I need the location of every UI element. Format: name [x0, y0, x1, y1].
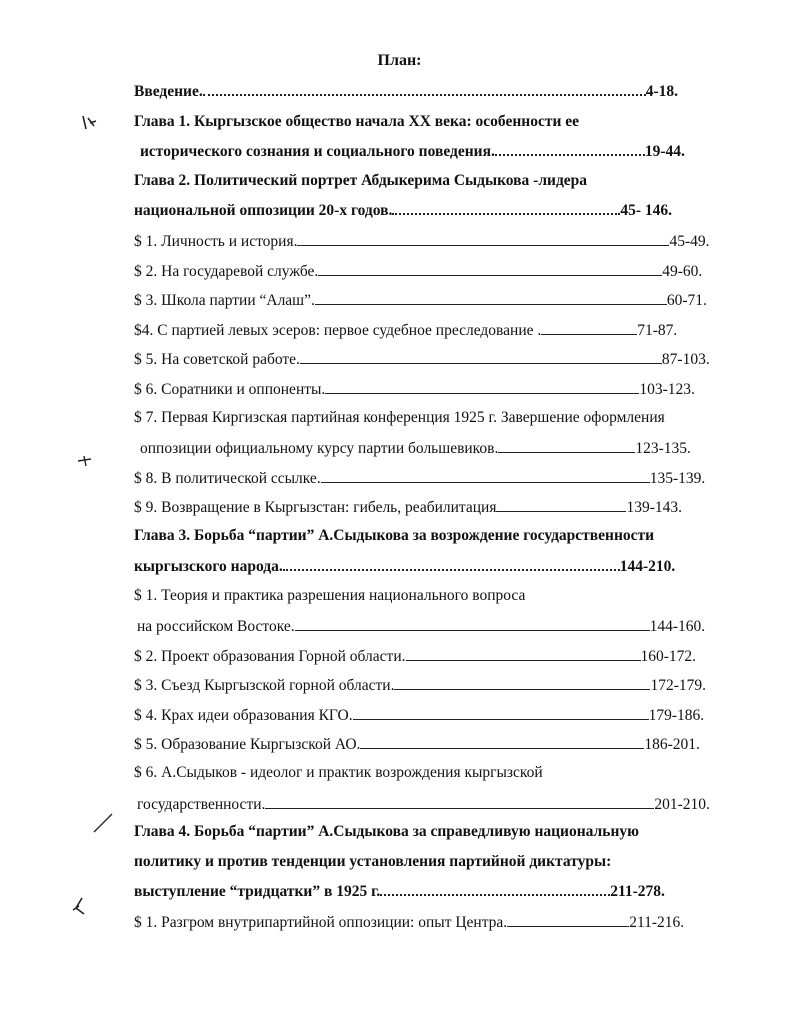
margin-ink-mark — [80, 114, 100, 137]
toc-chapter-1-title — [134, 113, 579, 131]
toc-entry-pages: 45-49. — [669, 233, 710, 250]
toc-chapter-4-cont-2 — [134, 882, 665, 901]
toc-entry-text: государственности. — [137, 796, 266, 813]
underline-leader — [360, 734, 644, 749]
toc-entry-pages: 71-87. — [637, 322, 678, 339]
toc-entry-pages: 186-201. — [644, 736, 700, 753]
toc-section-3-6 — [134, 764, 543, 782]
toc-entry-text: на российском Востоке. — [137, 618, 295, 635]
dot-leader — [495, 142, 645, 156]
toc-entry-pages: 160-172. — [640, 648, 697, 665]
underline-leader — [353, 705, 649, 720]
toc-entry-pages: 60-71. — [666, 292, 707, 309]
toc-entry-text: $ 3. Школа партии “Алаш”. — [134, 292, 315, 309]
toc-entry-text: выступление “тридцатки” в 1925 г. — [134, 883, 381, 900]
toc-entry-text: $ 7. Первая Киргизская партийная конференция 1925 г. Завершение оформления — [134, 409, 665, 426]
toc-section-3-2 — [134, 646, 696, 666]
toc-section-3-5 — [134, 734, 700, 754]
toc-section-2-2 — [134, 261, 702, 281]
toc-entry-text: $ 4. Крах идеи образования КГО. — [134, 707, 353, 724]
underline-leader — [406, 646, 641, 661]
toc-chapter-2-title — [134, 172, 587, 190]
underline-leader — [541, 320, 637, 335]
underline-leader — [297, 231, 669, 246]
toc-section-2-4 — [134, 320, 677, 340]
underline-leader — [318, 261, 662, 276]
toc-entry-pages: 201-210. — [654, 796, 710, 813]
toc-entry-text: политику и против тенденции установления партийной диктатуры: — [134, 853, 612, 870]
toc-entry-text: $ 6. А.Сыдыков - идеолог и практик возрождения кыргызской — [134, 764, 543, 781]
underline-leader — [394, 675, 650, 690]
toc-chapter-4-title — [134, 823, 639, 841]
toc-entry-pages: 172-179. — [650, 677, 707, 694]
toc-section-2-8 — [134, 468, 705, 488]
toc-entry-text: Глава 1. Кыргызское общество начала XX века: особенности ее — [134, 113, 580, 130]
toc-entry-text: Глава 2. Политический портрет Абдыкерима Сыдыкова -лидера — [134, 172, 588, 189]
underline-leader — [507, 912, 629, 927]
toc-entry-text: $ 3. Съезд Кыргызской горной области. — [134, 677, 395, 694]
toc-entry-text: национальной оппозиции 20-х годов. — [134, 202, 393, 219]
margin-ink-mark — [92, 812, 114, 839]
underline-leader — [295, 616, 650, 631]
toc-section-4-1 — [134, 912, 684, 932]
toc-section-3-3 — [134, 675, 706, 695]
toc-entry-pages: 211-216. — [629, 914, 685, 931]
underline-leader — [498, 438, 635, 453]
toc-section-2-1 — [134, 231, 710, 251]
dot-leader — [203, 82, 646, 96]
underline-leader — [300, 349, 662, 364]
toc-entry-introduction — [134, 82, 678, 101]
toc-section-3-1 — [134, 587, 525, 605]
underline-leader — [496, 497, 626, 512]
toc-entry-text: $ 1. Личность и история. — [134, 233, 298, 250]
toc-entry-pages: 135-139. — [649, 470, 706, 487]
toc-chapter-3-title — [134, 527, 654, 545]
toc-section-3-6-cont — [137, 794, 710, 814]
underline-leader — [265, 794, 654, 809]
toc-section-2-9 — [134, 497, 682, 517]
toc-entry-text: оппозиции официальному курсу партии большевиков. — [140, 440, 499, 457]
toc-entry-text: исторического сознания и социального поведения. — [140, 143, 495, 160]
underline-leader — [315, 290, 667, 305]
dot-leader — [392, 201, 620, 215]
toc-entry-pages: 103-123. — [639, 381, 695, 398]
toc-entry-pages: 144-160. — [649, 618, 706, 635]
toc-entry-text: $ 2. На государевой службе. — [134, 263, 319, 280]
margin-ink-mark — [76, 452, 94, 473]
toc-section-2-7 — [134, 409, 665, 427]
toc-chapter-3-cont — [134, 557, 675, 576]
toc-entry-pages: 19-44. — [644, 143, 685, 160]
toc-entry-pages: 179-186. — [648, 707, 705, 724]
toc-chapter-2-cont — [134, 201, 672, 220]
toc-entry-pages: 144-210. — [619, 558, 676, 575]
toc-section-2-3 — [134, 290, 707, 310]
toc-entry-pages: 87-103. — [661, 351, 710, 368]
toc-section-3-1-cont — [137, 616, 705, 636]
toc-entry-text: $4. С партией левых эсеров: первое судебное преследование . — [134, 322, 542, 339]
toc-entry-text: $ 8. В политической ссылке. — [134, 470, 321, 487]
toc-chapter-4-cont-1 — [134, 853, 611, 871]
toc-entry-pages: 211-278. — [610, 883, 665, 900]
toc-entry-pages: 45- 146. — [620, 202, 673, 219]
dot-leader — [380, 882, 610, 896]
toc-entry-text: Глава 3. Борьба “партии” А.Сыдыкова за возрождение государственности — [134, 527, 655, 544]
toc-entry-text: $ 6. Соратники и оппоненты. — [134, 381, 326, 398]
toc-section-2-5 — [134, 349, 710, 369]
toc-section-2-7-cont — [140, 438, 691, 458]
toc-section-2-6 — [134, 379, 695, 399]
toc-entry-pages: 4-18. — [645, 83, 679, 100]
toc-entry-text: кыргызского народа. — [134, 558, 283, 575]
toc-entry-text: Введение. — [134, 83, 203, 100]
toc-entry-text: $ 1. Теория и практика разрешения национального вопроса — [134, 587, 526, 604]
margin-ink-mark — [70, 896, 90, 923]
toc-chapter-1-cont — [140, 142, 685, 161]
page-title: План: — [377, 52, 422, 69]
underline-leader — [321, 468, 650, 483]
toc-entry-text: $ 9. Возвращение в Кыргызстан: гибель, реабилитация — [134, 499, 497, 516]
underline-leader — [325, 379, 639, 394]
toc-entry-text: $ 5. На советской работе. — [134, 351, 300, 368]
toc-entry-text: $ 2. Проект образования Горной области. — [134, 648, 406, 665]
dot-leader — [283, 557, 620, 571]
toc-section-3-4 — [134, 705, 704, 725]
toc-entry-pages: 123-135. — [635, 440, 691, 457]
toc-entry-text: $ 1. Разгром внутрипартийной оппозиции: опыт Центра. — [134, 914, 508, 931]
toc-entry-pages: 139-143. — [626, 499, 683, 516]
toc-entry-pages: 49-60. — [662, 263, 703, 280]
toc-entry-text: $ 5. Образование Кыргызской АО. — [134, 736, 361, 753]
toc-entry-text: Глава 4. Борьба “партии” А.Сыдыкова за справедливую национальную — [134, 823, 639, 840]
